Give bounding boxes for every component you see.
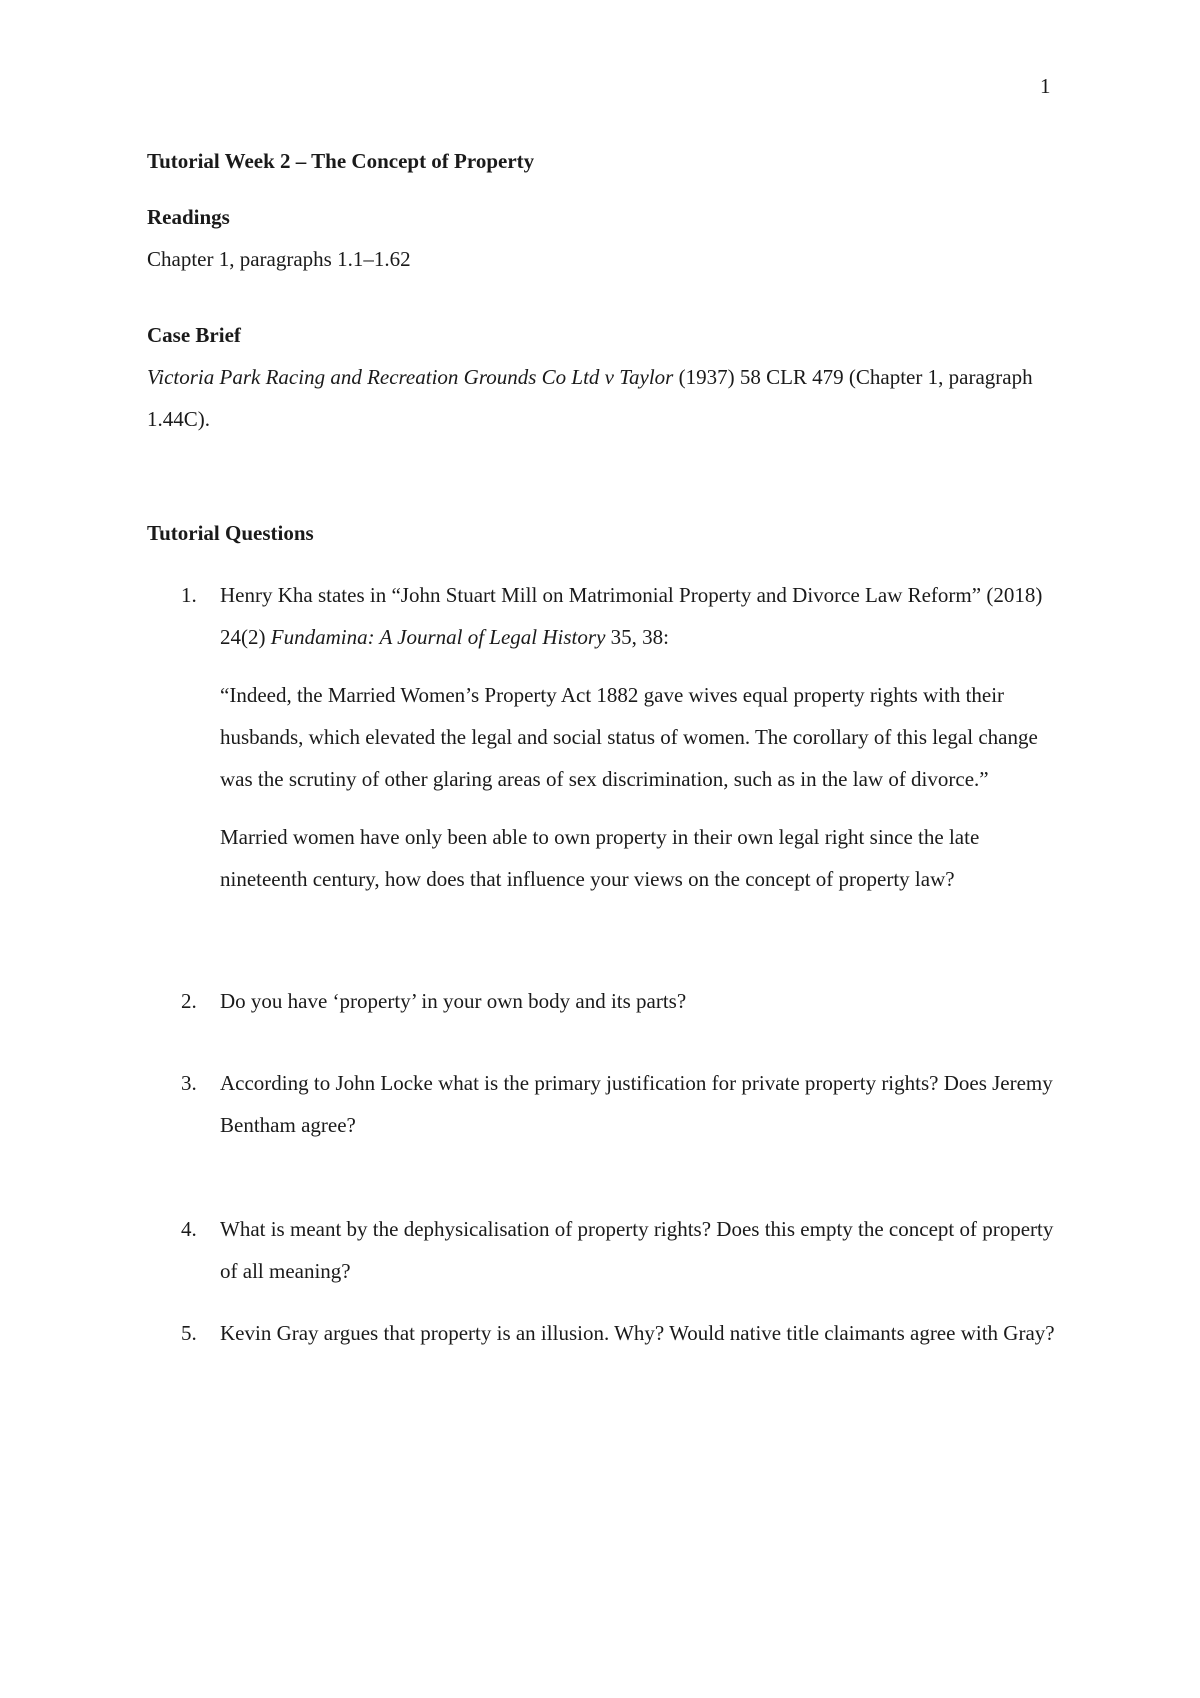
- readings-section: [147, 196, 1067, 280]
- question-5-text: Kevin Gray argues that property is an illusion. Why? Would native title claimants agree with Gray?: [220, 1321, 1055, 1345]
- journal-title: Fundamina: A Journal of Legal History: [270, 625, 606, 649]
- question-1-text: Married women have only been able to own property in their own legal right since the late nineteenth century, how does that influence your views on the concept of property law?: [220, 825, 980, 891]
- question-1-intro-text: Henry Kha states in “John Stuart Mill on Matrimonial Property and Divorce Law Reform” (2018) 24(2): [220, 583, 1043, 649]
- question-1-intro: [220, 574, 1067, 658]
- tutorial-questions-section: [147, 512, 1067, 1354]
- question-4-text: What is meant by the dephysicalisation of property rights? Does this empty the concept of property of all meaning?: [220, 1217, 1054, 1283]
- question-1-pages: 35, 38:: [605, 625, 669, 649]
- question-item-4: [147, 1208, 1067, 1292]
- readings-text: Chapter 1, paragraphs 1.1–1.62: [147, 247, 411, 271]
- question-item-5: [147, 1312, 1067, 1354]
- question-number: 2.: [181, 989, 197, 1013]
- question-number: 4.: [181, 1217, 197, 1241]
- document-body: [147, 140, 1067, 1354]
- question-list: [147, 574, 1067, 1354]
- tutorial-questions-heading: Tutorial Questions: [147, 521, 314, 545]
- question-3-text: According to John Locke what is the primary justification for private property rights? Does Jeremy Bentham agree?: [220, 1071, 1053, 1137]
- question-1-quote: “Indeed, the Married Women’s Property Act 1882 gave wives equal property rights with their husbands, which elevated the legal and social status of women. The corollary of this legal change was the scrutiny of other glaring areas of sex discrimination, such as in the law of divorce.”: [220, 683, 1038, 791]
- question-item-2: [147, 980, 1067, 1022]
- page-number: 1: [1040, 74, 1051, 98]
- question-2-text: Do you have ‘property’ in your own body and its parts?: [220, 989, 687, 1013]
- document-title: Tutorial Week 2 – The Concept of Property: [147, 149, 535, 173]
- question-number: 1.: [181, 583, 197, 607]
- question-item-3: [147, 1062, 1067, 1146]
- case-citation: (1937) 58 CLR 479 (Chapter 1, paragraph 1.44C).: [147, 365, 1033, 431]
- case-brief-heading: Case Brief: [147, 323, 241, 347]
- case-name: Victoria Park Racing and Recreation Grounds Co Ltd v Taylor: [147, 365, 674, 389]
- question-number: 5.: [181, 1321, 197, 1345]
- question-item-1: [147, 574, 1067, 900]
- question-number: 3.: [181, 1071, 197, 1095]
- case-brief-section: [147, 314, 1067, 440]
- readings-heading: Readings: [147, 205, 230, 229]
- case-brief-text: [147, 356, 1067, 440]
